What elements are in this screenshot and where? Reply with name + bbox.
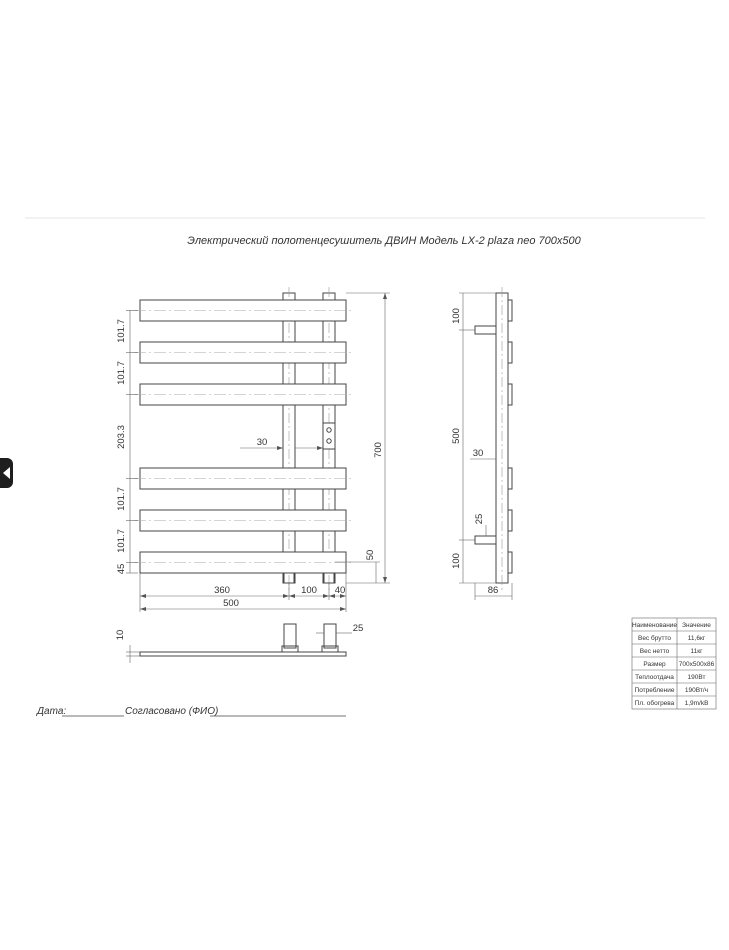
dim-left-1: 101.7 (116, 319, 127, 343)
drawing-title: Электрический полотенцесушитель ДВИН Модель LX-2 plaza neo 700x500 (187, 235, 581, 247)
dim-height: 700 (373, 442, 384, 458)
bottom-pipe-right (324, 624, 336, 648)
side-view-dimensions (459, 293, 512, 600)
spec-cell: Наименование (631, 622, 678, 629)
signature-block (36, 706, 346, 717)
spec-cell: Значение (682, 622, 711, 629)
bottom-dim-thickness: 10 (115, 629, 126, 641)
bottom-dim-pipe: 25 (352, 623, 364, 634)
spec-cell: Теплоотдача (635, 674, 674, 681)
spec-cell: 190Вт (687, 674, 706, 681)
spec-cell: Потребление (634, 687, 675, 694)
side-dim-depth: 86 (487, 585, 499, 596)
rails (140, 300, 346, 573)
side-dim-bottom: 100 (451, 553, 462, 569)
spec-cell: 1,9m/kB (684, 700, 709, 707)
side-dim-middle: 500 (451, 428, 462, 444)
bottom-rail (140, 652, 346, 656)
spec-cell: Размер (643, 661, 666, 668)
spec-cell: 700х500х86 (678, 661, 715, 668)
dim-gap: 30 (256, 437, 268, 448)
side-view (472, 287, 512, 590)
date-label: Дата: (37, 706, 67, 717)
side-rail-ends (508, 300, 512, 573)
approved-label: Согласовано (ФИО) (125, 706, 219, 717)
side-view-dim-labels (451, 308, 498, 596)
spec-cell: Пл. обогрева (634, 700, 675, 707)
dim-width-total: 500 (223, 598, 239, 609)
bottom-view-dimensions (126, 633, 352, 663)
dim-left-4: 101.7 (116, 487, 127, 511)
side-dim-gap: 30 (472, 448, 484, 459)
dim-width-360: 360 (214, 585, 230, 596)
side-panel-toggle-button[interactable] (0, 458, 13, 488)
dim-left-2: 101.7 (116, 361, 127, 385)
spec-cell: 11кг (690, 648, 703, 655)
bottom-pipe-left (284, 624, 296, 648)
chevron-left-icon (3, 467, 10, 479)
dim-width-40: 40 (334, 585, 346, 596)
spec-cell: Вес нетто (639, 648, 670, 655)
heating-element (323, 423, 335, 449)
spec-cell: 11,6кг (687, 635, 706, 642)
side-dim-pipe: 25 (474, 513, 485, 525)
side-dim-top: 100 (451, 308, 462, 324)
dim-width-100: 100 (301, 585, 317, 596)
dim-left-5: 101.7 (116, 529, 127, 553)
spec-table-cells (632, 622, 715, 707)
dim-bottom-right: 50 (365, 549, 376, 561)
spec-cell: 190Вт/ч (684, 687, 709, 694)
front-view (134, 287, 352, 590)
spec-cell: Вес брутто (637, 635, 672, 642)
dim-left-6: 45 (116, 563, 127, 575)
side-bracket-bottom (475, 536, 496, 544)
dim-left-3: 203.3 (116, 425, 127, 449)
side-bracket-top (475, 326, 496, 334)
bottom-view (140, 624, 346, 656)
